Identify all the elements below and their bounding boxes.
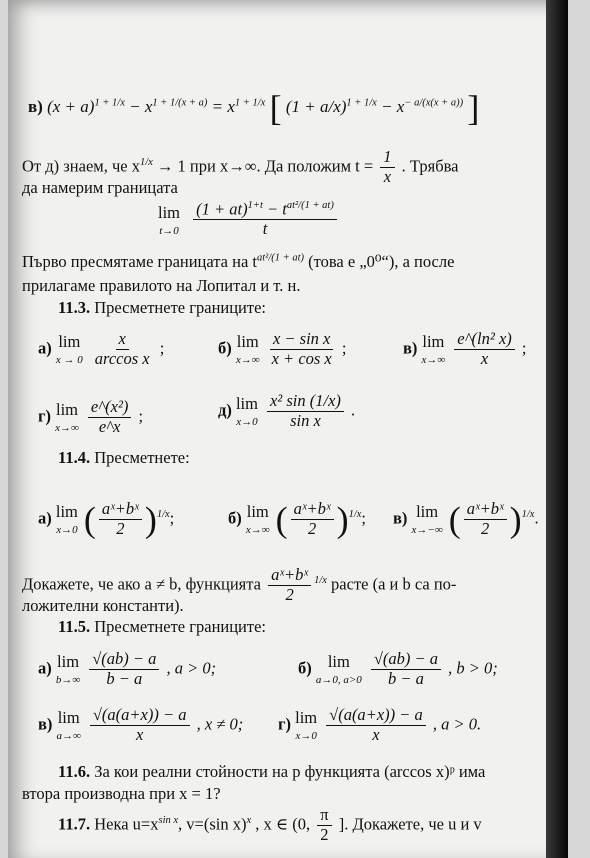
formula-part: − x [129, 96, 153, 116]
exercise-number: 11.4. [58, 448, 91, 467]
exercise-text: , x ∈ (0, [255, 814, 311, 834]
denominator: b − a [106, 668, 143, 688]
bracket-close: ] [467, 88, 480, 128]
text: Докажете, че ако a ≠ b, функцията [22, 574, 262, 594]
punctuation: ; [517, 338, 527, 358]
text-line-6: ложителни константи). [22, 596, 184, 615]
item-label: г) [38, 406, 51, 426]
punctuation: . [346, 400, 356, 420]
paren-open: ( [448, 499, 461, 540]
exponent: at²/(1 + at) [257, 252, 304, 264]
exercise-text: ]. Докажете, че u и v [338, 814, 482, 834]
formula-part: − x [381, 96, 405, 116]
lim-subscript: x→∞ [235, 354, 260, 367]
book-binding-edge [546, 0, 568, 858]
numerator: x² sin (1/x) [267, 392, 344, 412]
exponent: 1 + 1/x [94, 97, 125, 109]
fraction [88, 398, 132, 437]
denominator: sin x [290, 410, 321, 430]
fraction [326, 706, 426, 745]
fraction [380, 148, 394, 187]
fraction [89, 650, 159, 689]
exponent: 1/x [521, 508, 535, 520]
lim-word: lim [416, 502, 439, 522]
exercise-text: За кои реални стойности на p функцията (arccos x)ᵖ има [94, 762, 486, 781]
lim-subscript: x→∞ [421, 354, 446, 367]
limit-operator [55, 400, 79, 434]
bracket-open: [ [269, 88, 282, 128]
formula-part: (x + a) [47, 96, 95, 116]
lim-word: lim [57, 708, 80, 728]
fraction [464, 500, 507, 539]
numerator: 1 [380, 148, 394, 168]
numerator: aˣ+bˣ [464, 500, 507, 520]
fraction [193, 200, 337, 239]
exercise-item [278, 706, 481, 745]
fraction [371, 650, 441, 689]
denominator: 2 [307, 518, 317, 538]
exercise-title: Пресметнете: [94, 448, 190, 467]
fraction [90, 706, 190, 745]
lim-word: lim [295, 708, 318, 728]
denominator: 2 [116, 518, 125, 538]
numerator: e^(x²) [88, 398, 132, 418]
exercise-item [218, 330, 346, 369]
denominator: b − a [387, 668, 424, 688]
numerator: aˣ+bˣ [268, 566, 311, 586]
lim-subscript: x→0 [56, 524, 78, 537]
formula-part: (1 + a/x) [285, 96, 347, 116]
exercise-11-3-heading [58, 298, 266, 318]
exponent: sin x [158, 814, 179, 826]
text-line-4: прилагаме правилото на Лопитал и т. н. [22, 276, 301, 295]
exercise-text: Нека u=x [94, 814, 159, 834]
exercise-11-6 [58, 762, 485, 782]
denominator: x + cos x [271, 348, 332, 368]
lim-subscript: x→∞ [245, 524, 270, 537]
exercise-number: 11.3. [58, 298, 91, 317]
numerator: √(ab) − a [89, 650, 159, 670]
display-limit [158, 200, 340, 239]
punctuation: . [534, 508, 539, 528]
condition: , b > 0; [444, 658, 498, 678]
lim-word: lim [57, 652, 80, 672]
lim-word: lim [236, 332, 259, 352]
exercise-11-7 [58, 806, 482, 845]
lim-word: lim [55, 502, 78, 522]
num-part: (1 + at) [196, 199, 248, 219]
condition: , x ≠ 0; [192, 714, 244, 734]
paren-open: ( [275, 499, 288, 540]
limit-operator [57, 708, 81, 742]
exponent: 1+t [247, 200, 263, 211]
lim-subscript: a→∞ [56, 730, 81, 743]
formula-part: = x [211, 96, 235, 116]
denominator: 2 [481, 518, 490, 538]
text: → 1 при x→∞. Да положим t = [156, 156, 374, 176]
item-label: а) [38, 338, 52, 358]
paren-close: ) [336, 499, 349, 540]
numerator [193, 200, 337, 220]
limit-operator [316, 652, 362, 686]
exercise-item [38, 398, 143, 437]
item-label: в) [28, 96, 43, 116]
item-label: б) [218, 338, 232, 358]
punctuation: ; [361, 508, 366, 528]
exercise-title: Пресметнете границите: [94, 617, 267, 636]
text: От д) знаем, че x [22, 156, 140, 176]
denominator: x [372, 724, 380, 744]
item-label: а) [38, 658, 52, 678]
lim-word: lim [158, 202, 181, 222]
limit-operator [412, 502, 443, 536]
exercise-item [38, 706, 243, 745]
exercise-item [393, 500, 539, 539]
lim-word: lim [55, 400, 78, 420]
limit-operator [158, 203, 180, 237]
limit-operator [56, 502, 78, 536]
exercise-item [403, 330, 527, 369]
lim-word: lim [235, 394, 258, 414]
exercise-number: 11.5. [58, 617, 91, 636]
exercise-text: , v=(sin x) [178, 814, 247, 834]
numerator: x − sin x [270, 330, 333, 350]
exponent: 1 + 1/x [346, 97, 377, 109]
punctuation: ; [155, 338, 165, 358]
item-label: г) [278, 714, 291, 734]
text-line-2: да намерим границата [22, 178, 178, 197]
limit-operator [295, 708, 317, 742]
exercise-item [38, 500, 174, 539]
text: (това е „0⁰“), а после [308, 252, 455, 271]
exercise-item [38, 650, 216, 689]
text: Първо пресмятаме границата на t [22, 252, 257, 271]
lim-subscript: x→∞ [55, 422, 79, 435]
lim-word: lim [422, 332, 445, 352]
denominator: x [480, 348, 489, 368]
lim-subscript: x→−∞ [411, 524, 443, 537]
exponent: 1 + 1/x [234, 97, 266, 109]
exponent: 1/x [314, 574, 327, 586]
denominator: e^x [98, 416, 121, 436]
paren-close: ) [144, 499, 157, 540]
lim-subscript: t→0 [159, 224, 179, 237]
numerator: π [317, 806, 331, 826]
exercise-number: 11.7. [58, 814, 91, 834]
denominator: t [262, 219, 268, 239]
fraction [317, 806, 331, 845]
exercise-title: Пресметнете границите: [94, 298, 267, 317]
numerator: aˣ+bˣ [291, 500, 334, 520]
denominator: arccos x [94, 348, 150, 368]
fraction [92, 330, 153, 369]
item-label: а) [38, 508, 52, 528]
punctuation: ; [337, 338, 347, 358]
exercise-11-6-cont: втора производна при x = 1? [22, 784, 221, 803]
paren-close: ) [509, 499, 522, 540]
book-page [8, 0, 568, 858]
lim-word: lim [246, 502, 269, 522]
paren-open: ( [83, 499, 96, 540]
exercise-item [218, 392, 355, 431]
numerator: x [116, 330, 129, 350]
text: . Трябва [401, 156, 459, 176]
punctuation: ; [169, 508, 175, 528]
lim-subscript: x→0 [236, 416, 258, 429]
limit-operator [246, 502, 270, 536]
exercise-item [298, 650, 498, 689]
num-part: − t [267, 199, 287, 219]
denominator: x [136, 724, 144, 744]
fraction [454, 330, 515, 369]
numerator: √(ab) − a [371, 650, 441, 670]
numerator: √(a(a+x)) − a [90, 706, 190, 726]
limit-operator [422, 332, 446, 366]
denominator: 2 [285, 584, 294, 604]
lim-word: lim [327, 652, 350, 672]
fraction [267, 392, 344, 431]
item-label: д) [218, 400, 232, 420]
fraction [268, 566, 311, 605]
exercise-item [38, 330, 164, 369]
numerator: e^(ln² x) [454, 330, 515, 350]
exponent: 1/x [156, 508, 170, 520]
condition: , a > 0; [162, 658, 217, 678]
exponent: 1 + 1/(x + a) [152, 97, 208, 109]
item-label: в) [38, 714, 53, 734]
fraction [291, 500, 334, 539]
limit-operator [236, 394, 258, 428]
lim-word: lim [58, 332, 81, 352]
limit-operator [56, 332, 83, 366]
exponent: at²/(1 + at) [286, 200, 334, 211]
item-label: б) [228, 508, 242, 528]
limit-operator [56, 652, 80, 686]
text: расте (a и b са по- [331, 574, 457, 594]
exponent: 1/x [348, 508, 362, 520]
lim-subscript: a→0, a>0 [315, 674, 362, 687]
denominator: 2 [320, 824, 329, 844]
item-label: в) [403, 338, 418, 358]
lim-subscript: x → 0 [55, 354, 83, 367]
text-line-3 [22, 252, 454, 272]
numerator: √(a(a+x)) − a [326, 706, 426, 726]
exponent: x [246, 814, 252, 826]
denominator: x [383, 166, 392, 186]
item-label: б) [298, 658, 312, 678]
exercise-number: 11.6. [58, 762, 91, 781]
item-v-formula [28, 90, 479, 126]
punctuation: ; [134, 406, 144, 426]
limit-operator [236, 332, 260, 366]
lim-subscript: x→0 [295, 730, 317, 743]
numerator: aˣ+bˣ [99, 500, 142, 520]
exercise-11-4-heading [58, 448, 190, 468]
condition: , a > 0. [428, 714, 482, 734]
item-label: в) [393, 508, 408, 528]
exercise-11-5-heading [58, 617, 266, 637]
exercise-item [228, 500, 366, 539]
exponent: 1/x [139, 156, 153, 168]
fraction [269, 330, 335, 369]
lim-subscript: b→∞ [55, 674, 81, 687]
exponent: − a/(x(x + a)) [404, 97, 464, 109]
fraction [99, 500, 142, 539]
